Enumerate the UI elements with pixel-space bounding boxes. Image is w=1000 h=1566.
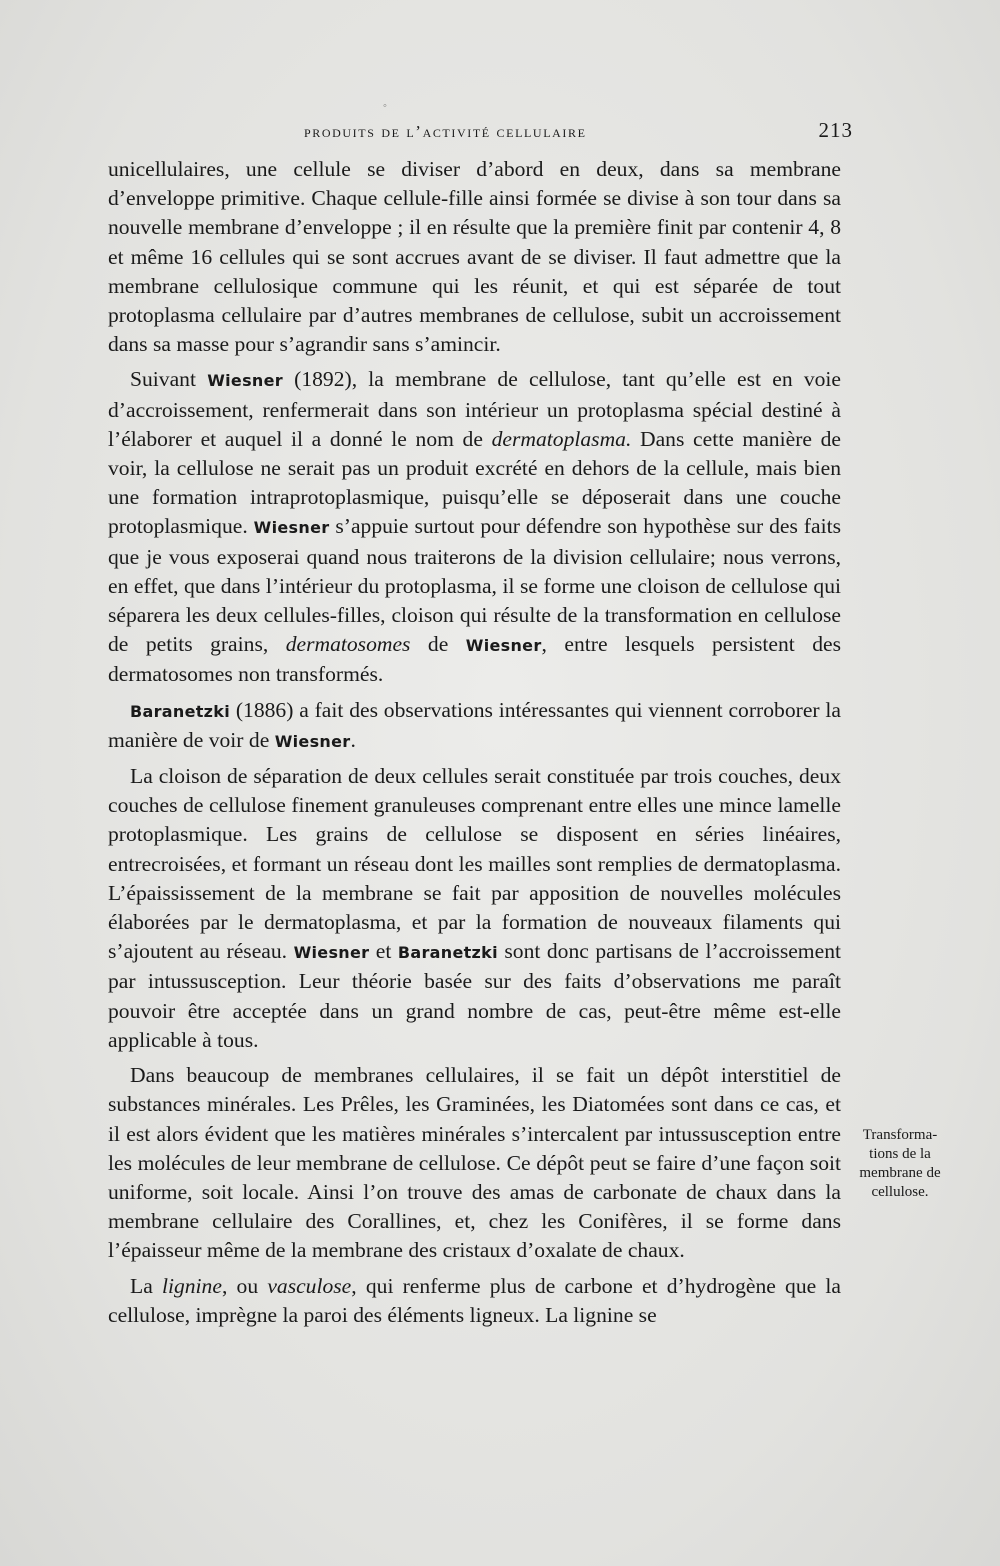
- text-run: La cloison de séparation de deux cellules serait constituée par trois couches, deux couches de cellulose finement granuleuses comprenant entre elles une mince lamelle protoplasmique. Les grains de cellulose se disposent en séries linéaires, entrecroisées, et formant un réseau dont les mailles sont remplies de dermatoplasma. L’épaississement de la membrane se fait par apposition de nouvelles molécules élaborées par le dermatoplasma, et par la formation de nouveaux filaments qui s’ajoutent au réseau.: [108, 764, 841, 964]
- author-name: Wiesner: [253, 518, 330, 538]
- paragraph: [108, 155, 841, 359]
- text-run: et: [369, 939, 398, 964]
- paragraph: [108, 1061, 841, 1265]
- text-run: Dans beaucoup de membranes cellulaires, il se fait un dépôt interstitiel de substances minérales. Les Prêles, les Graminées, les Diatomées sont dans ce cas, et il est alors évident que les matières minérales s’intercalent par intussusception entre les molécules de leur membrane de cellulose. Ce dépôt peut se faire d’une façon soit uniforme, soit locale. Ainsi l’on trouve des amas de carbonate de chaux dans la membrane cellulaire des Corallines, et, chez les Conifères, il se forme dans l’épaisseur même de la membrane des cristaux d’oxalate de chaux.: [108, 1063, 841, 1263]
- author-name: Baranetzki: [130, 701, 231, 721]
- text-run: de: [410, 632, 466, 657]
- text-run: sont donc partisans de l’accroissement par intussusception. Leur théorie basée sur des faits d’observations me paraît pouvoir être acceptée dans un grand nombre de cas, peut-être même est-elle applicable à tous.: [108, 939, 841, 1052]
- italic-term: lignine: [161, 1273, 222, 1298]
- text-run: La: [130, 1273, 162, 1298]
- italic-term: vasculose: [267, 1273, 352, 1298]
- text-run: (1886) a fait des observations intéressantes qui viennent corroborer la manière de voir de: [108, 697, 841, 752]
- italic-term: dermatoplasma.: [491, 426, 632, 451]
- page-header: [108, 118, 853, 150]
- ink-mark: ◦: [383, 100, 387, 112]
- author-name: Wiesner: [293, 943, 370, 963]
- running-head: produits de l’activité cellulaire: [304, 122, 587, 141]
- page-number: 213: [818, 118, 853, 142]
- text-run: s’appuie surtout pour défendre son hypothèse sur des faits que je vous exposerai quand nous traiterons de la division cellulaire; nous verrons, en effet, que dans l’intérieur du protoplasma, il se forme une cloison de cellulose qui séparera les deux cellules-filles, cloison qui résulte de la transformation en cellulose de petits grains,: [108, 514, 841, 657]
- paragraph: [108, 696, 841, 756]
- text-run: (1892), la membrane de cellulose, tant qu’elle est en voie d’accroissement, renfermerait dans son intérieur un protoplasma spécial destiné à l’élaborer et auquel il a donné le nom de: [108, 367, 841, 451]
- margin-note-line: membrane de: [859, 1165, 941, 1181]
- text-run: , qui renferme plus de carbone et d’hydrogène que la cellulose, imprègne la paroi des éléments ligneux. La lignine se: [108, 1273, 841, 1327]
- author-name: Wiesner: [274, 731, 351, 751]
- text-run: Suivant: [130, 367, 208, 392]
- paragraph: [108, 1272, 841, 1330]
- italic-term: dermatosomes: [285, 632, 411, 657]
- margin-note-line: cellulose.: [871, 1184, 929, 1200]
- author-name: Wiesner: [465, 636, 542, 656]
- margin-note-line: tions de la: [869, 1146, 931, 1162]
- author-name: Baranetzki: [397, 943, 498, 963]
- text-run: unicellulaires, une cellule se diviser d’abord en deux, dans sa membrane d’enveloppe primitive. Chaque cellule-fille ainsi formée se divise à son tour dans sa nouvelle membrane d’enveloppe ; il en résulte que la première finit par contenir 4, 8 et même 16 cellules qui se sont accrues avant de se diviser. Il faut admettre que la membrane cellulosique commune qui les réunit, et qui est séparée de tout protoplasma cellulaire par d’autres membranes de cellulose, subit un accroissement dans sa masse pour s’agrandir sans s’amincir.: [108, 157, 841, 357]
- text-run: , ou: [221, 1273, 268, 1298]
- author-name: Wiesner: [207, 371, 283, 391]
- paragraph: [108, 762, 841, 1055]
- paragraph: [108, 365, 841, 689]
- body-text: [108, 155, 841, 1330]
- text-run: Dans cette manière de voir, la cellulose ne serait pas un produit excrété en dehors de la cellule, mais bien une formation intraprotoplasmique, puisqu’elle se déposerait dans une couche protoplasmique.: [108, 426, 841, 539]
- text-run: , entre lesquels persistent des dermatosomes non transformés.: [108, 632, 841, 687]
- margin-note-line: Transforma-: [862, 1127, 938, 1143]
- text-run: .: [350, 727, 356, 752]
- margin-note: [852, 1126, 948, 1202]
